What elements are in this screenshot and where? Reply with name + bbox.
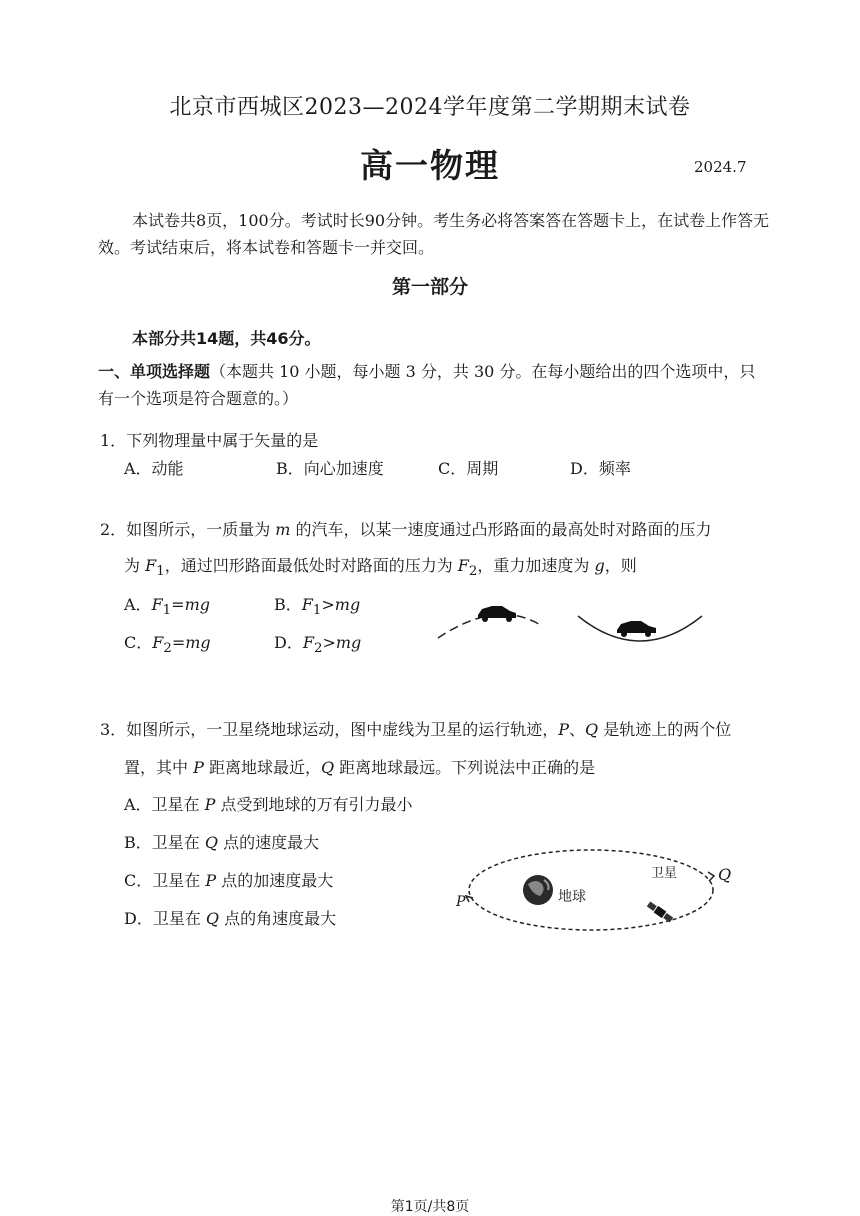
q3-point-q: Q — [584, 720, 599, 739]
option-var: F — [302, 633, 314, 652]
car-icon — [478, 606, 516, 622]
q1-option-c: C．周期 — [438, 459, 499, 478]
option-rhs: mg — [185, 633, 211, 652]
question-text: 下列物理量中属于矢量的是 — [126, 431, 319, 450]
satellite-label: 卫星 — [651, 866, 678, 881]
option-text: D．卫星在 — [124, 909, 206, 928]
question-3-line-1 — [100, 717, 731, 740]
option-text: A．卫星在 — [124, 795, 205, 814]
option-var: F — [151, 595, 163, 614]
q2-option-d — [274, 630, 361, 656]
option-letter: D． — [274, 633, 303, 652]
option-relation: = — [171, 633, 186, 652]
page-number: 第1页/共8页 — [390, 1199, 470, 1215]
q2-var-m: m — [275, 520, 291, 539]
q2-text-end: ，则 — [604, 556, 637, 575]
option-sub: 1 — [162, 603, 172, 619]
q3-separator: 、 — [568, 720, 585, 739]
option-text: B．卫星在 — [124, 833, 205, 852]
option-relation: > — [322, 633, 336, 652]
q2-var-f: F — [145, 556, 157, 575]
part-note: 本部分共14题，共46分。 — [132, 329, 321, 348]
option-text-end: 点的角速度最大 — [219, 909, 337, 928]
question-number: 3． — [100, 720, 127, 739]
exam-date: 2024.7 — [694, 158, 747, 176]
q2-option-a — [124, 592, 210, 618]
section-label: 一、单项选择题 — [98, 362, 211, 381]
option-var: F — [301, 595, 313, 614]
question-1 — [100, 428, 318, 451]
point-p-label: P — [456, 894, 466, 910]
q3-option-b — [124, 830, 319, 853]
q2-option-b — [274, 592, 360, 618]
option-rhs: mg — [184, 595, 210, 614]
q3-text-cont: 是轨迹上的两个位 — [598, 720, 732, 739]
q2-text: 为 — [124, 556, 146, 575]
q3-text: 如图所示，一卫星绕地球运动，图中虚线为卫星的运行轨迹， — [126, 720, 559, 739]
q2-text-cont: ，重力加速度为 — [477, 556, 595, 575]
q2-text-cont: ，通过凹形路面最低处时对路面的压力为 — [164, 556, 458, 575]
q3-text-end: 距离地球最远。下列说法中正确的是 — [334, 758, 596, 777]
option-text-end: 点的加速度最大 — [216, 871, 334, 890]
earth-label: 地球 — [558, 889, 586, 905]
q3-option-a — [124, 792, 413, 815]
question-2-line-1 — [100, 517, 712, 540]
option-relation: = — [171, 595, 185, 614]
option-sub: 2 — [313, 641, 323, 657]
q2-sub: 2 — [468, 564, 478, 580]
option-letter: C． — [124, 633, 153, 652]
q3-point-p: P — [558, 720, 569, 739]
q2-text: 如图所示，一质量为 — [126, 520, 276, 539]
option-letter: A． — [124, 595, 152, 614]
exam-instructions: 本试卷共8页，100分。考试时长90分钟。考生务必将答案答在答题卡上，在试卷上作答无效。考试结束后，将本试卷和答题卡一并交回。 — [98, 211, 770, 257]
option-rhs: mg — [335, 633, 362, 652]
part-title: 第一部分 — [391, 276, 468, 298]
question-number: 1． — [100, 431, 127, 450]
option-sub: 1 — [312, 603, 322, 619]
q2-var-g: g — [594, 556, 605, 575]
road-figure — [430, 596, 710, 648]
satellite-icon — [646, 901, 674, 924]
q3-text: 置，其中 — [124, 758, 194, 777]
orbit-direction-arrow — [708, 872, 714, 881]
q1-option-d: D．频率 — [570, 459, 631, 478]
option-point: Q — [204, 833, 218, 852]
point-q-label: Q — [718, 865, 732, 884]
orbit-figure — [446, 838, 746, 938]
q3-option-d — [124, 906, 336, 929]
option-point: Q — [205, 909, 220, 928]
question-2-line-2 — [124, 553, 637, 579]
question-number: 2． — [100, 520, 127, 539]
option-rhs: mg — [334, 595, 361, 614]
q3-point-q: Q — [320, 758, 335, 777]
section-heading — [98, 358, 763, 412]
option-var: F — [152, 633, 164, 652]
q3-point-p: P — [193, 758, 204, 777]
option-relation: > — [321, 595, 335, 614]
exam-title: 北京市西城区2023—2024学年度第二学期期末试卷 — [169, 95, 691, 120]
subject-title: 高一物理 — [360, 146, 500, 185]
q1-option-a: A．动能 — [124, 459, 184, 478]
orbit-path — [469, 850, 713, 930]
q3-option-c — [124, 868, 333, 891]
q2-option-c — [124, 630, 211, 656]
option-text: C．卫星在 — [124, 871, 206, 890]
q2-var-f: F — [457, 556, 469, 575]
car-icon — [617, 621, 656, 637]
question-3-line-2 — [124, 755, 595, 778]
option-point: P — [204, 795, 216, 814]
option-letter: B． — [274, 595, 302, 614]
option-text-end: 点的速度最大 — [217, 833, 320, 852]
option-text-end: 点受到地球的万有引力最小 — [215, 795, 413, 814]
section-description: （本题共 10 小题，每小题 3 分，共 30 分。在每小题给出的四个选项中，只有一个选项是符合题意的。） — [98, 362, 756, 408]
q2-text-cont: 的汽车，以某一速度通过凸形路面的最高处时对路面的压力 — [290, 520, 712, 539]
q1-option-b: B．向心加速度 — [276, 459, 384, 478]
option-sub: 2 — [163, 641, 172, 657]
option-point: P — [205, 871, 217, 890]
earth-icon — [523, 875, 553, 905]
q3-text-cont: 距离地球最近， — [203, 758, 321, 777]
q2-sub: 1 — [156, 564, 165, 580]
